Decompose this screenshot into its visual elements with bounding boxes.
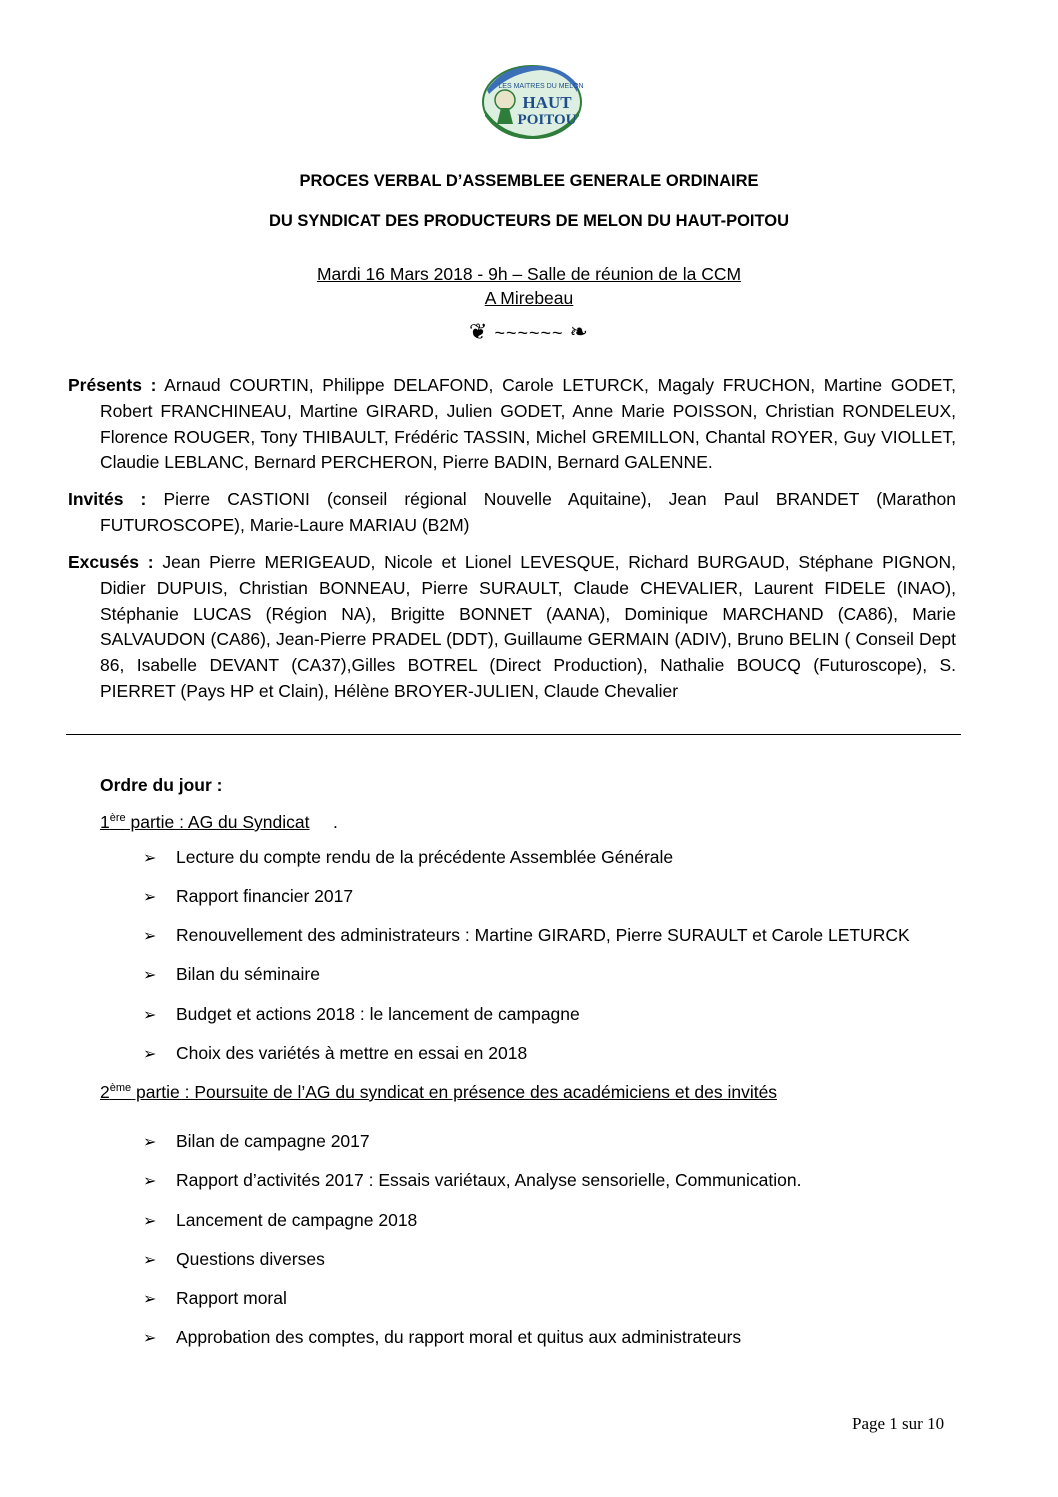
arrow-bullet-icon: ➢: [143, 1044, 157, 1063]
document-title-line-2: DU SYNDICAT DES PRODUCTEURS DE MELON DU HAUT-POITOU: [268, 212, 790, 230]
presents-label: Présents :: [68, 375, 157, 395]
list-item: ➢ Renouvellement des administrateurs : Martine GIRARD, Pierre SURAULT et Carole LETURCK: [143, 925, 910, 945]
horizontal-divider: [66, 734, 961, 735]
meeting-date-line: Mardi 16 Mars 2018 - 9h – Salle de réunion de la CCM: [316, 264, 742, 284]
flourish-left-icon: ❦: [469, 320, 489, 345]
excuses-text: Jean Pierre MERIGEAUD, Nicole et Lionel LEVESQUE, Richard BURGAUD, Stéphane PIGNON, Didier DUPUIS, Christian BONNEAU, Pierre SURAULT, Claude CHEVALIER, Laurent FIDELE (INAO), Stéphanie LUCAS (Région NA), Brigitte BONNET (AANA), Dominique MARCHAND (CA86), Marie SALVAUDON (CA86), Jean-Pierre PRADEL (DDT), Guillaume GERMAIN (ADIV), Bruno BELIN ( Conseil Dept 86, Isabelle DEVANT (CA37),Gilles BOTREL (Direct Production), Nathalie BOUCQ (Futuroscope), S. PIERRET (Pays HP et Clain), Hélène BROYER-JULIEN, Claude Chevalier: [100, 552, 956, 701]
ornament-tildes: ~~~~~~: [494, 323, 564, 343]
arrow-bullet-icon: ➢: [143, 965, 157, 984]
list-item: ➢ Approbation des comptes, du rapport moral et quitus aux administrateurs: [143, 1327, 742, 1347]
arrow-bullet-icon: ➢: [143, 848, 157, 867]
arrow-bullet-icon: ➢: [143, 926, 157, 945]
list-item: ➢ Lancement de campagne 2018: [143, 1210, 418, 1230]
presents-paragraph: [68, 373, 956, 476]
logo-text-haut: HAUT: [522, 93, 572, 112]
arrow-bullet-icon: ➢: [143, 1132, 157, 1151]
arrow-bullet-icon: ➢: [143, 1171, 157, 1190]
arrow-bullet-icon: ➢: [143, 1289, 157, 1308]
agenda-heading: Ordre du jour :: [100, 775, 223, 795]
logo-text-poitou: POITOU: [517, 112, 577, 128]
presents-text: Arnaud COURTIN, Philippe DELAFOND, Carole LETURCK, Magaly FRUCHON, Martine GODET, Robert FRANCHINEAU, Martine GIRARD, Julien GODET, Anne Marie POISSON, Christian RONDELEUX, Florence ROUGER, Tony THIBAULT, Frédéric TASSIN, Michel GREMILLON, Chantal ROYER, Guy VIOLLET, Claudie LEBLANC, Bernard PERCHERON, Pierre BADIN, Bernard GALENNE.: [100, 375, 956, 473]
haut-poitou-logo: [481, 64, 583, 140]
list-item: ➢ Rapport moral: [143, 1288, 287, 1308]
excuses-paragraph: [68, 550, 956, 705]
invites-text: Pierre CASTIONI (conseil régional Nouvelle Aquitaine), Jean Paul BRANDET (Marathon FUTUROSCOPE), Marie-Laure MARIAU (B2M): [100, 489, 956, 535]
arrow-bullet-icon: ➢: [143, 1005, 157, 1024]
invites-label: Invités :: [68, 489, 147, 509]
list-item: ➢ Bilan de campagne 2017: [143, 1131, 370, 1151]
list-item: ➢ Choix des variétés à mettre en essai en 2018: [143, 1043, 528, 1063]
ornament-divider: [0, 320, 1058, 345]
excuses-label: Excusés :: [68, 552, 154, 572]
list-item: ➢ Questions diverses: [143, 1249, 325, 1269]
flourish-right-icon: ❧: [569, 320, 589, 345]
arrow-bullet-icon: ➢: [143, 1250, 157, 1269]
logo-text-top: LES MAITRES DU MELON: [498, 83, 583, 90]
arrow-bullet-icon: ➢: [143, 887, 157, 906]
agenda-part-1-period: .: [333, 812, 338, 832]
agenda-part-1-title: 1ère partie : AG du Syndicat: [100, 812, 310, 832]
agenda-part-2-title: 2ème partie : Poursuite de l’AG du syndicat en présence des académiciens et des invités: [100, 1082, 778, 1102]
list-item: ➢ Lecture du compte rendu de la précédente Assemblée Générale: [143, 847, 674, 867]
list-item: ➢ Budget et actions 2018 : le lancement de campagne: [143, 1004, 580, 1024]
list-item: ➢ Bilan du séminaire: [143, 964, 320, 984]
meeting-place-line: A Mirebeau: [484, 288, 574, 308]
list-item: ➢ Rapport d’activités 2017 : Essais variétaux, Analyse sensorielle, Communication.: [143, 1170, 802, 1190]
document-title-line-1: PROCES VERBAL D’ASSEMBLEE GENERALE ORDINAIRE: [299, 172, 759, 190]
list-item: ➢ Rapport financier 2017: [143, 886, 354, 906]
invites-paragraph: [68, 487, 956, 539]
page-number: Page 1 sur 10: [852, 1414, 945, 1433]
arrow-bullet-icon: ➢: [143, 1211, 157, 1230]
arrow-bullet-icon: ➢: [143, 1328, 157, 1347]
